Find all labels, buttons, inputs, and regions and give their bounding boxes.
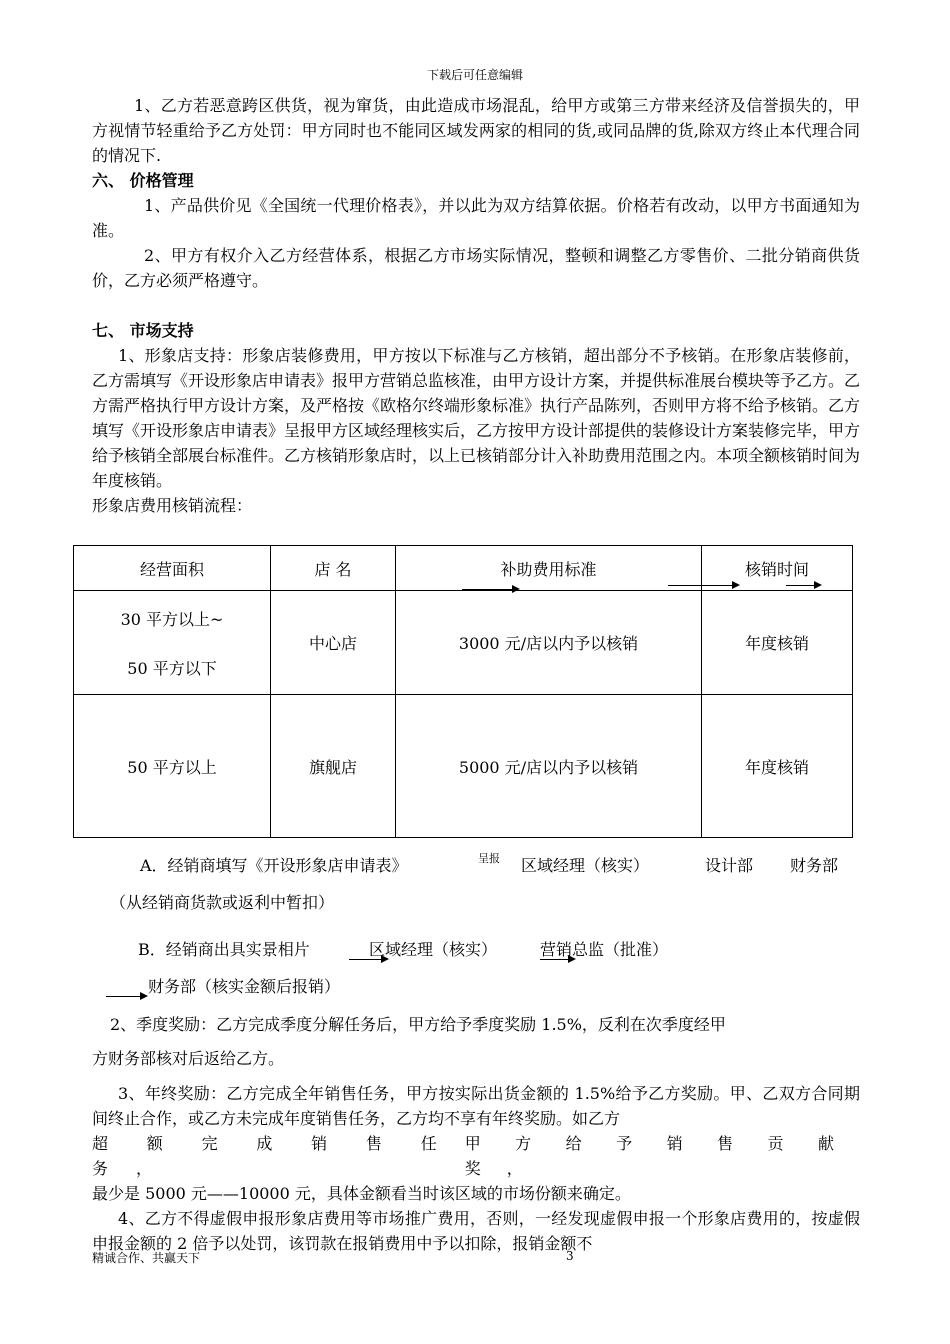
flow-b-step3: 营销总监（批准） (540, 940, 669, 959)
paragraph-price-1: 1、产品供价见《全国统一代理价格表》，并以此为双方结算依据。价格若有改动，以甲方书面通知为准。 (92, 196, 860, 240)
header-time-label: 核销时间 (744, 559, 809, 579)
paragraph-false-claims: 4、乙方不得虚假申报形象店费用等市场推广费用，否则，一经发现虚假申报一个形象店费用的，按虚假申报金额的 2 倍予以处罚，该罚款在报销费用中予以扣除，报销金额不 (92, 1209, 860, 1253)
table-header-row (74, 546, 853, 591)
footer-slogan: 精诚合作、共赢天下 (92, 1251, 201, 1265)
yearend-spaced-b: 甲方给予销售贡献奖， (464, 1134, 860, 1178)
header-area: 经营面积 (74, 546, 271, 591)
flow-a-step1: A．经销商填写《开设形象店申请表》 (140, 856, 408, 875)
flow-a-step2: 区域经理（核实） (521, 856, 650, 875)
flow-b-step2: 区域经理（核实） (369, 940, 498, 959)
cell-subsidy: 3000 元/店以内予以核销 (396, 591, 702, 695)
section-heading-price: 六、 价格管理 (92, 171, 194, 190)
cell-subsidy: 5000 元/店以内予以核销 (396, 695, 702, 838)
section-heading-market: 七、 市场支持 (92, 321, 194, 340)
header-note: 下载后可任意编辑 (426, 68, 523, 82)
paragraph-store-support: 1、形象店支持：形象店装修费用，甲方按以下标准与乙方核销，超出部分不予核销。在形象店装修前，乙方需填写《开设形象店申请表》报甲方营销总监核准，由甲方设计方案，并提供标准展台模块等予乙方。乙方需严格执行甲方设计方案，及严格按《欧格尔终端形象标准》执行产品陈列，否则甲方将不给予核销。乙方填写《开设形象店申请表》呈报甲方区域经理核实后，乙方按甲方设计部提供的装修设计方案装修完毕，甲方给予核销全部展台标准件。乙方核销形象店时，以上已核销部分计入补助费用范围之内。本项全额核销时间为年度核销。 (92, 346, 861, 490)
table-row (74, 695, 853, 838)
body-text-top (92, 93, 860, 518)
paragraph-yearend: 3、年终奖励：乙方完成全年销售任务，甲方按实际出货金额的 1.5%给予乙方奖励。甲、乙双方合同期间终止合作，或乙方未完成年度销售任务，乙方均不享有年终奖励。如乙方 (92, 1084, 860, 1128)
area-line-1: 30 平方以上~ (120, 609, 224, 629)
cell-store-name: 旗舰店 (271, 695, 396, 838)
flow-a-step4: 财务部 (790, 856, 839, 875)
cell-area (74, 591, 271, 695)
paragraph-quarterly-line1: 2、季度奖励：乙方完成季度分解任务后，甲方给予季度奖励 1.5%，反利在次季度经甲 (110, 1015, 726, 1034)
flow-a-submit-label: 呈报 (478, 852, 500, 865)
body-text-bottom (92, 1081, 860, 1256)
arrow-icon (786, 585, 820, 586)
cell-time: 年度核销 (702, 695, 853, 838)
paragraph-yearend-end: 最少是 5000 元——10000 元，具体金额看当时该区域的市场份额来确定。 (92, 1184, 631, 1203)
fee-table (73, 545, 853, 838)
flow-a-note: （从经销商货款或返利中暂扣） (110, 893, 335, 912)
table-row (74, 591, 853, 695)
area-line-2: 50 平方以下 (127, 658, 217, 678)
flow-a-step3: 设计部 (705, 856, 754, 875)
header-time (702, 546, 853, 591)
arrow-icon (668, 585, 738, 586)
cell-time: 年度核销 (702, 591, 853, 695)
header-store-name: 店 名 (271, 546, 396, 591)
header-subsidy-label: 补助费用标准 (500, 559, 597, 579)
flow-caption: 形象店费用核销流程： (92, 496, 253, 515)
flow-b-step1: B．经销商出具实景相片 (138, 940, 310, 959)
paragraph-cross-region: 1、乙方若恶意跨区供货，视为窜货，由此造成市场混乱，给甲方或第三方带来经济及信誉损失的，甲方视情节轻重给予乙方处罚：甲方同时也不能同区域发两家的相同的货,或同品牌的货,除双方终止本代理合同的情况下. (92, 96, 860, 165)
header-subsidy (396, 546, 702, 591)
arrow-icon (106, 996, 146, 997)
paragraph-yearend-spaced (92, 1131, 860, 1181)
page-number: 3 (566, 1249, 574, 1263)
cell-area: 50 平方以上 (74, 695, 271, 838)
yearend-spaced-a: 超额完成销售任务， (92, 1134, 465, 1178)
flow-b-step4: 财务部（核实金额后报销） (148, 977, 341, 996)
cell-store-name: 中心店 (271, 591, 396, 695)
paragraph-price-2: 2、甲方有权介入乙方经营体系，根据乙方市场实际情况，整顿和调整乙方零售价、二批分销商供货价，乙方必须严格遵守。 (92, 246, 860, 290)
arrow-icon (462, 589, 518, 590)
paragraph-quarterly-line2: 方财务部核对后返给乙方。 (92, 1049, 285, 1068)
blank-line (92, 293, 860, 318)
